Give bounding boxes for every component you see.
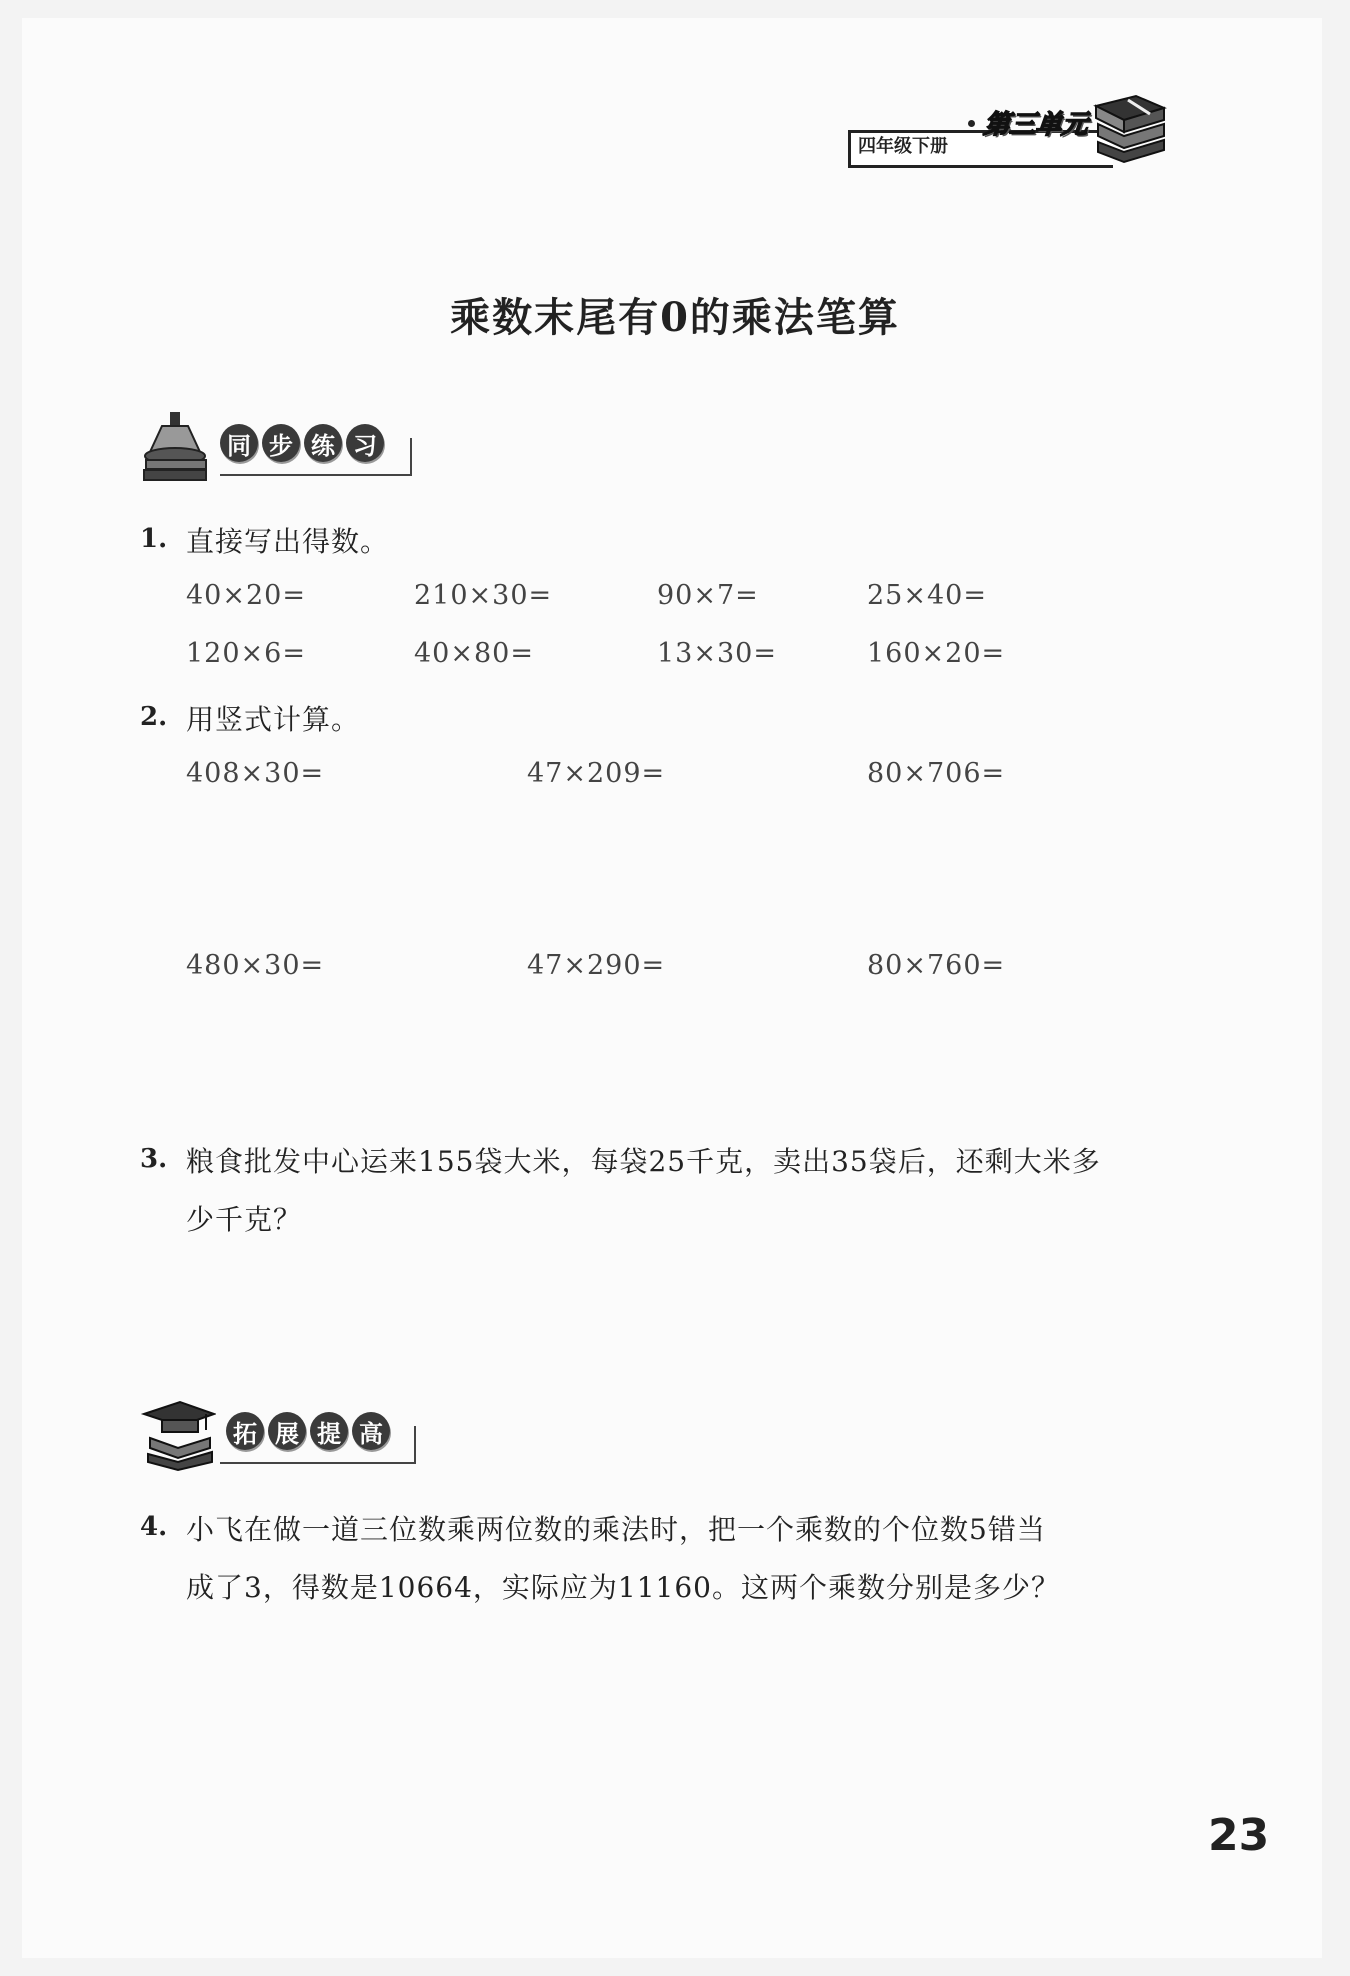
section-char: 高 [352,1412,390,1450]
books-icon [1090,92,1170,166]
section-char: 同 [220,424,258,462]
grad-cap-books-icon [140,1398,216,1472]
q1-expression: 13×30= [657,638,777,669]
q2-expression: 480×30= [186,950,325,981]
grade-label: 四年级下册 [858,136,948,157]
q2-expression: 408×30= [186,758,325,789]
q1-expression: 25×40= [867,580,987,611]
section-char: 展 [268,1412,306,1450]
dot-icon [968,120,975,127]
q1-expression: 40×80= [414,638,534,669]
section-char: 步 [262,424,300,462]
page-number: 23 [1208,1810,1270,1861]
question-4-line-2: 成了3，得数是10664，实际应为11160。这两个乘数分别是多少？ [186,1571,1060,1604]
question-3-number: 3. [140,1144,168,1174]
section-char: 习 [346,424,384,462]
q2-expression: 80×760= [867,950,1006,981]
section-char: 拓 [226,1412,264,1450]
lamp-books-icon [140,412,214,484]
q1-expression: 90×7= [657,580,759,611]
question-3-line-1: 粮食批发中心运来155袋大米，每袋25千克，卖出35袋后，还剩大米多 [186,1145,1101,1178]
q2-expression: 47×209= [527,758,666,789]
question-4-number: 4. [140,1512,168,1542]
question-1-text: 直接写出得数。 [186,525,390,558]
section-char: 练 [304,424,342,462]
q1-expression: 120×6= [186,638,306,669]
q1-expression: 40×20= [186,580,306,611]
question-3-line-2: 少千克？ [186,1203,303,1236]
q1-expression: 210×30= [414,580,553,611]
question-1-number: 1. [140,524,168,554]
question-2-number: 2. [140,702,168,732]
unit-label: 第三单元 [982,110,1090,140]
question-4-line-1: 小飞在做一道三位数乘两位数的乘法时，把一个乘数的个位数5错当 [186,1513,1046,1546]
question-2-text: 用竖式计算。 [186,703,361,736]
q2-expression: 80×706= [867,758,1006,789]
section-practice-banner [140,420,420,472]
section-extend-banner [140,1408,420,1460]
page-title: 乘数末尾有0的乘法笔算 [450,294,900,341]
section-char: 提 [310,1412,348,1450]
q1-expression: 160×20= [867,638,1006,669]
q2-expression: 47×290= [527,950,666,981]
